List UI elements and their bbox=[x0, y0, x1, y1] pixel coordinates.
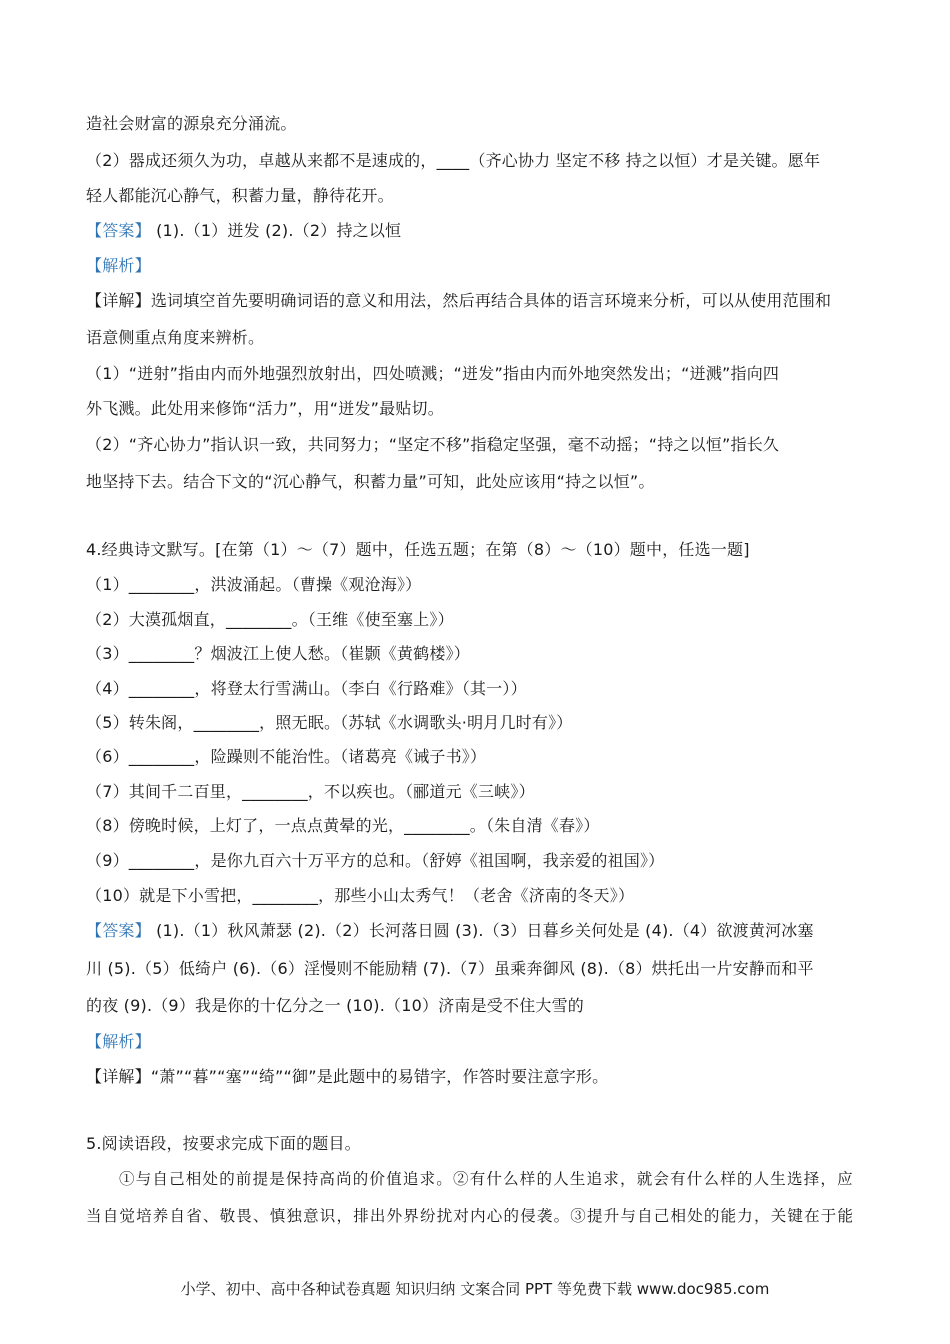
page-footer: 小学、初中、高中各种试卷真题 知识归纳 文案合同 PPT 等免费下载 www.doc985.com bbox=[180, 1280, 770, 1298]
q4-item-4: （4）________，将登太行雪满山。（李白《行路难》（其一）） bbox=[86, 679, 527, 698]
answer-text: (1).（1）迸发 (2).（2）持之以恒 bbox=[150, 221, 402, 240]
q3-continuation: 造社会财富的源泉充分涌流。 bbox=[86, 114, 297, 133]
q4-item-2: （2）大漠孤烟直，________。（王维《使至塞上》） bbox=[86, 610, 454, 629]
q4-answer-line3: 的夜 (9).（9）我是你的十亿分之一 (10).（10）济南是受不住大雪的 bbox=[86, 996, 584, 1015]
q4-answer-line1 bbox=[86, 921, 870, 941]
q4-item-1: （1）________，洪波涌起。（曹操《观沧海》） bbox=[86, 575, 422, 594]
q4-title: 4.经典诗文默写。[在第（1）～（7）题中，任选五题；在第（8）～（10）题中，任选一题] bbox=[86, 540, 750, 559]
q3-p1-line2: 外飞溅。此处用来修饰“活力”，用“迸发”最贴切。 bbox=[86, 399, 444, 418]
q4-item-3: （3）________？烟波江上使人愁。（崔颢《黄鹤楼》） bbox=[86, 644, 470, 663]
detail-text: 选词填空首先要明确词语的意义和用法，然后再结合具体的语言环境来分析，可以从使用范围和 bbox=[150, 291, 832, 310]
detail-tag: 【详解】 bbox=[86, 291, 151, 310]
q3-answer bbox=[86, 221, 870, 241]
q4-item-6: （6）________，险躁则不能治性。（诸葛亮《诫子书》） bbox=[86, 747, 487, 766]
answer-tag: 【答案】 bbox=[86, 921, 151, 940]
q3-p2-line2: 地坚持下去。结合下文的“沉心静气，积蓄力量”可知，此处应该用“持之以恒”。 bbox=[86, 472, 655, 491]
detail-tag: 【详解】 bbox=[86, 1067, 151, 1086]
q4-item-7: （7）其间千二百里，________，不以疾也。（郦道元《三峡》） bbox=[86, 782, 535, 801]
q3-sub2-line2: 轻人都能沉心静气，积蓄力量，静待花开。 bbox=[86, 186, 394, 205]
q5-paragraph-line2: 当自觉培养自省、敬畏、慎独意识，排出外界纷扰对内心的侵袭。③提升与自己相处的能力，关键在于能 bbox=[86, 1207, 855, 1225]
q4-analysis-tag: 【解析】 bbox=[86, 1032, 151, 1051]
q3-sub2-line1: （2）器成还须久为功，卓越从来都不是速成的，____（齐心协力 坚定不移 持之以恒）才是关键。愿年 bbox=[86, 151, 821, 170]
q3-p2-line1: （2）“齐心协力”指认识一致，共同努力；“坚定不移”指稳定坚强，毫不动摇；“持之以恒”指长久 bbox=[86, 435, 780, 454]
q5-title: 5.阅读语段，按要求完成下面的题目。 bbox=[86, 1134, 361, 1153]
q4-item-5: （5）转朱阁，________，照无眠。（苏轼《水调歌头·明月几时有》） bbox=[86, 713, 573, 732]
q5-paragraph-line1: ①与自己相处的前提是保持高尚的价值追求。②有什么样的人生追求，就会有什么样的人生选择，应 bbox=[119, 1170, 854, 1188]
q3-p1-line1: （1）“迸射”指由内而外地强烈放射出，四处喷溅；“迸发”指由内而外地突然发出；“迸溅”指向四 bbox=[86, 364, 780, 383]
q3-detail-line1 bbox=[86, 291, 870, 311]
answer-tag: 【答案】 bbox=[86, 221, 151, 240]
detail-text: “萧”“暮”“塞”“绮”“御”是此题中的易错字，作答时要注意字形。 bbox=[150, 1067, 609, 1086]
q4-detail bbox=[86, 1067, 870, 1087]
q4-answer-line2: 川 (5).（5）低绮户 (6).（6）淫慢则不能励精 (7).（7）虽乘奔御风 (8).（8）烘托出一片安静而和平 bbox=[86, 959, 814, 978]
q4-item-9: （9）________，是你九百六十万平方的总和。（舒婷《祖国啊，我亲爱的祖国》） bbox=[86, 851, 665, 870]
q4-item-8: （8）傍晚时候，上灯了，一点点黄晕的光，________。（朱自清《春》） bbox=[86, 816, 600, 835]
answer-text: (1).（1）秋风萧瑟 (2).（2）长河落日圆 (3).（3）日暮乡关何处是 (4).（4）欲渡黄河冰塞 bbox=[150, 921, 814, 940]
q3-analysis-tag: 【解析】 bbox=[86, 256, 151, 275]
q3-detail-line2: 语意侧重点角度来辨析。 bbox=[86, 328, 265, 347]
q4-item-10: （10）就是下小雪把，________，那些小山太秀气！（老舍《济南的冬天》） bbox=[86, 886, 635, 905]
